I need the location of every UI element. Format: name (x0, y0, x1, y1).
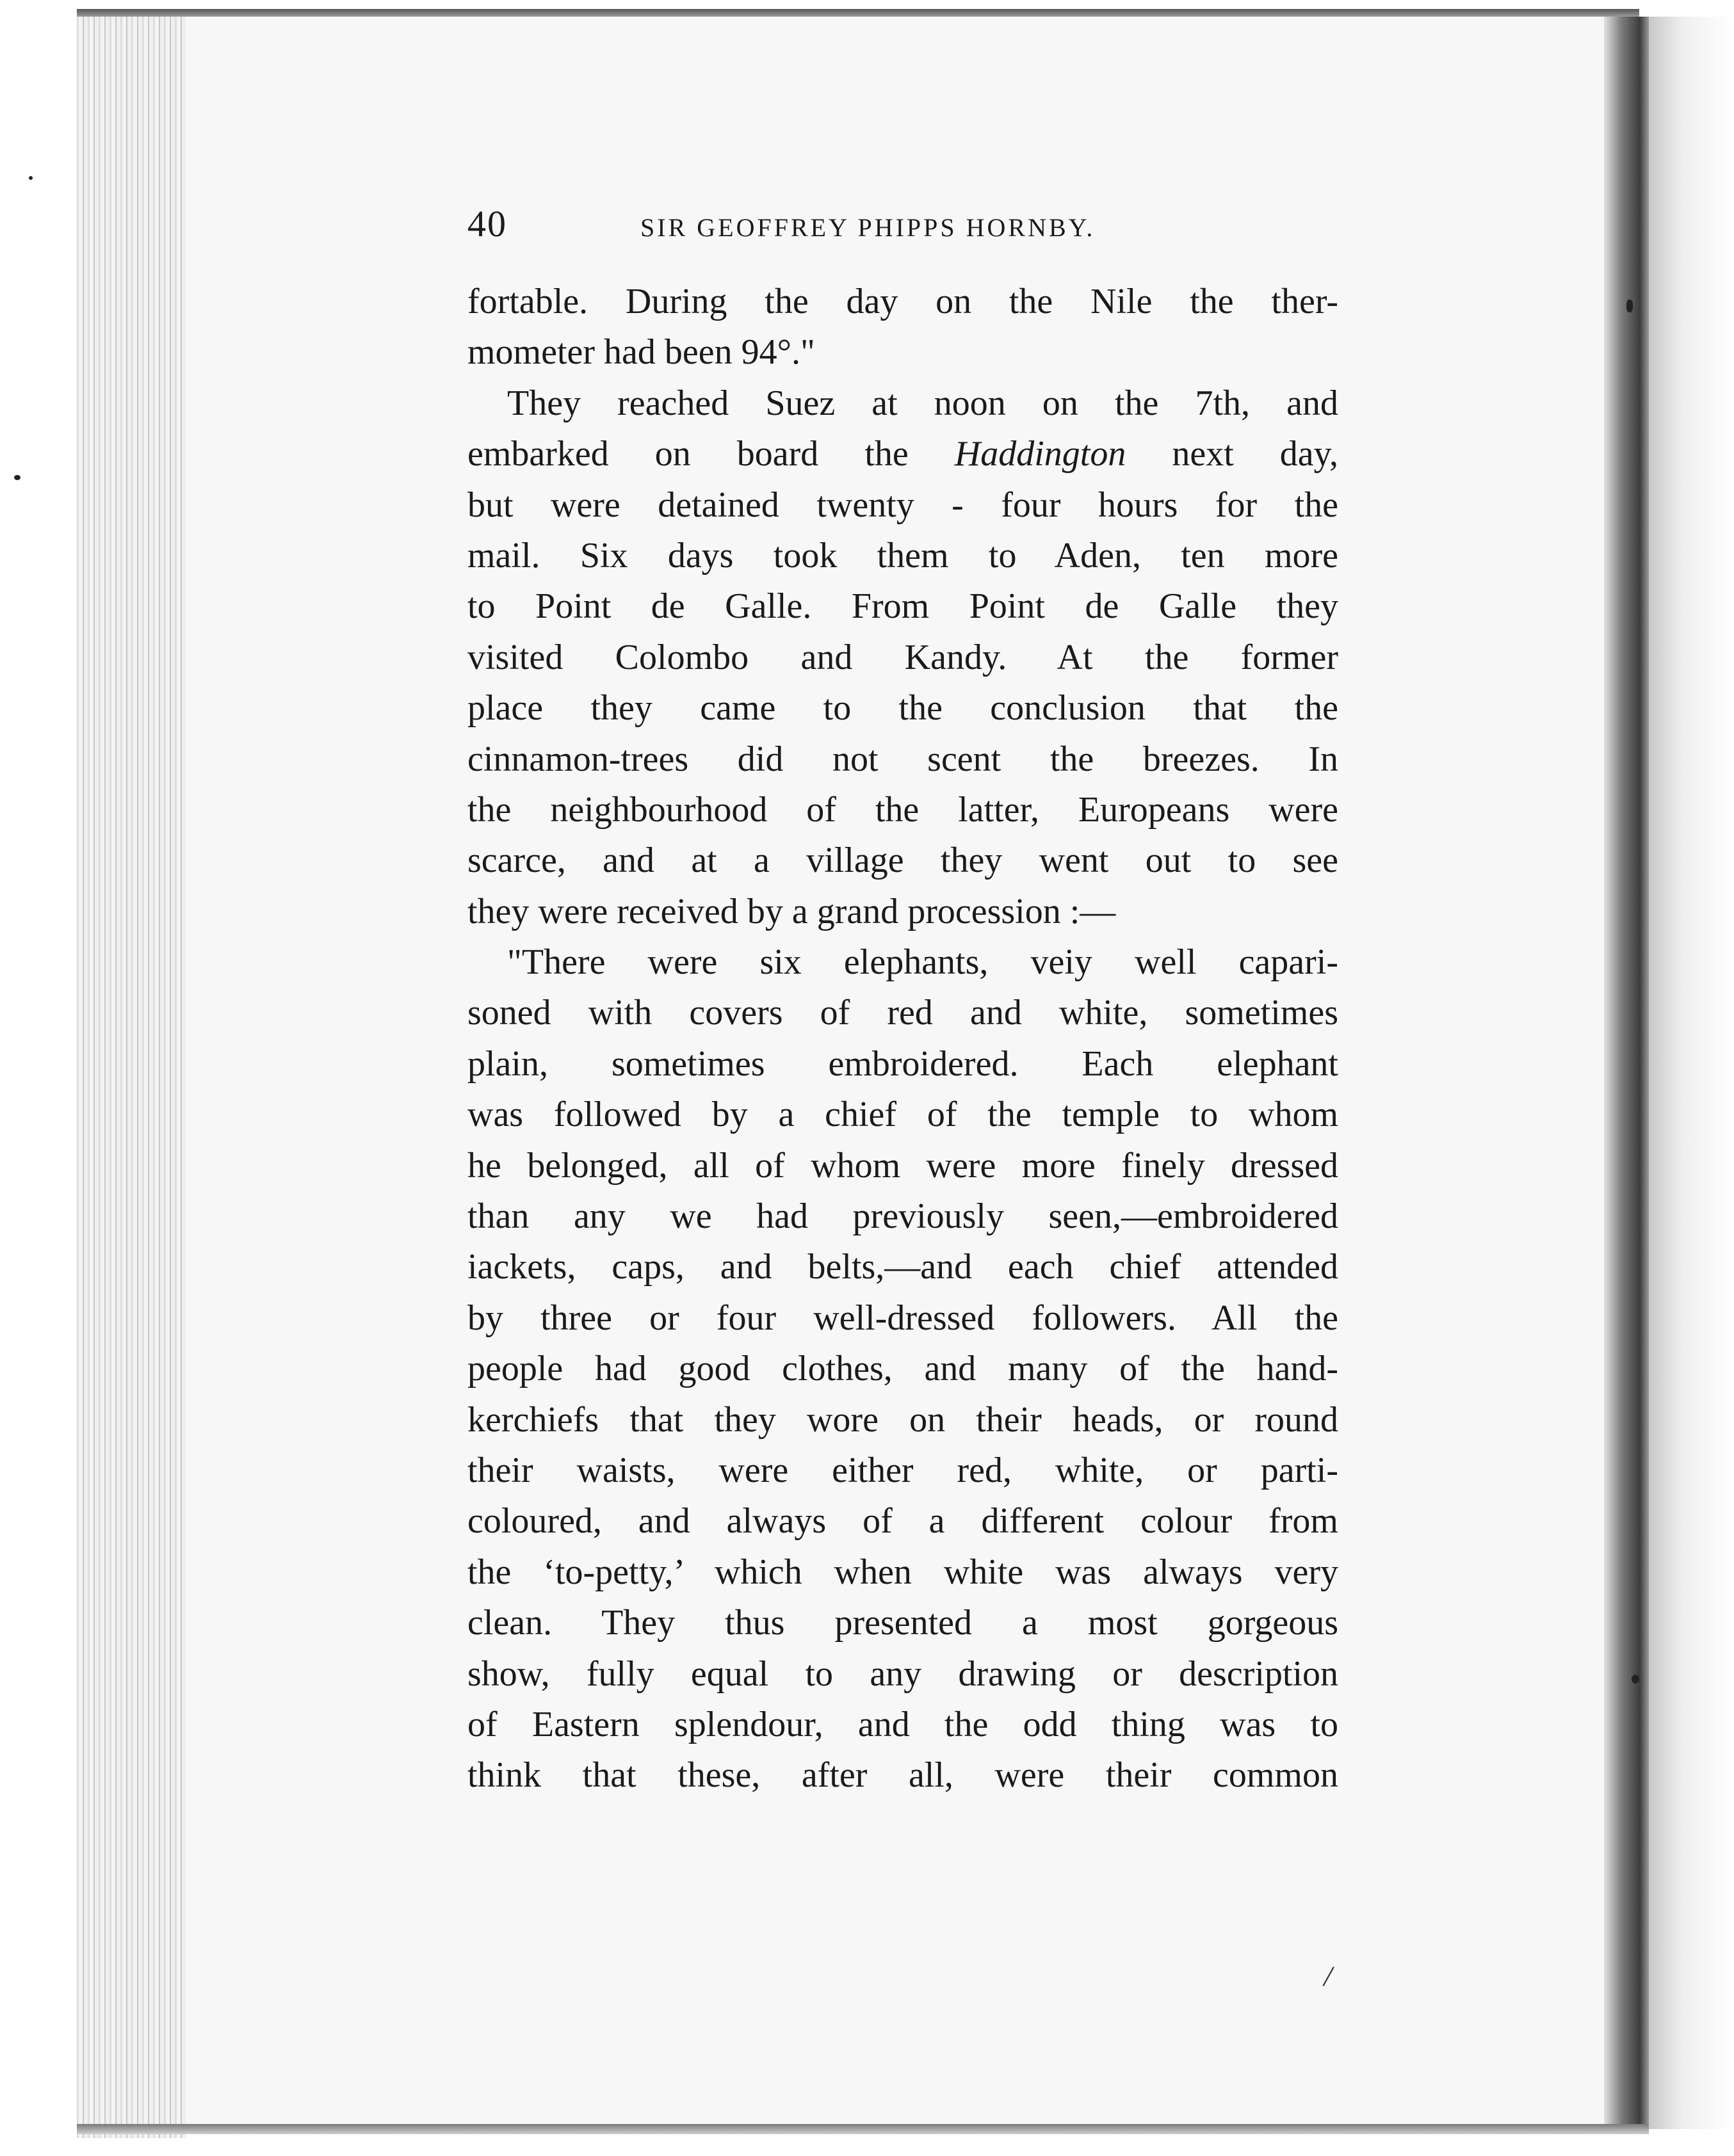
text-line: the neighbourhood of the latter, Europeans were (467, 789, 1338, 830)
page-number: 40 (467, 203, 507, 245)
scan-speck (1626, 300, 1633, 312)
text-fragment: embarked on board the (467, 434, 955, 474)
text-line: people had good clothes, and many of the hand- (467, 1349, 1338, 1389)
text-line: kerchiefs that they wore on their heads, or round (467, 1399, 1338, 1440)
scan-speck (29, 176, 33, 180)
bottom-page-edge (77, 2124, 1649, 2134)
running-head (467, 198, 1338, 250)
text-line: to Point de Galle. From Point de Galle they (467, 586, 1338, 627)
facing-page-edge (1649, 17, 1734, 2129)
scan-speck (1632, 1675, 1639, 1684)
margin-mark: / (1321, 1959, 1336, 1994)
scan-speck (14, 475, 20, 480)
ship-name: Haddington (954, 434, 1126, 474)
text-line: the ‘to-petty,’ which when white was always very (467, 1552, 1338, 1592)
text-line: soned with covers of red and white, sometimes (467, 993, 1338, 1033)
text-fragment: next day, (1126, 434, 1338, 474)
text-line: coloured, and always of a different colour from (467, 1501, 1338, 1541)
text-line: of Eastern splendour, and the odd thing was to (467, 1704, 1338, 1744)
text-line: place they came to the conclusion that the (467, 688, 1338, 728)
text-line: cinnamon-trees did not scent the breezes. In (467, 739, 1338, 779)
text-line: iackets, caps, and belts,—and each chief attended (467, 1247, 1338, 1287)
text-line: visited Colombo and Kandy. At the former (467, 637, 1338, 677)
text-line: They reached Suez at noon on the 7th, and (507, 383, 1338, 423)
text-line: their waists, were either red, white, or parti- (467, 1450, 1338, 1490)
text-line (467, 429, 1338, 479)
text-line: than any we had previously seen,—embroidered (467, 1196, 1338, 1237)
text-line: by three or four well-dressed followers. All the (467, 1298, 1338, 1338)
top-page-edge (77, 9, 1639, 17)
text-line: was followed by a chief of the temple to whom (467, 1095, 1338, 1135)
text-line: think that these, after all, were their common (467, 1755, 1338, 1796)
text-line: fortable. During the day on the Nile the ther- (467, 282, 1338, 321)
text-line: "There were six elephants, veiy well capari- (507, 942, 1338, 983)
book-gutter (1604, 17, 1649, 2129)
page-stack-edge (77, 13, 186, 2138)
body-text (467, 277, 1338, 1801)
text-line: plain, sometimes embroidered. Each elephant (467, 1043, 1338, 1084)
running-title: SIR GEOFFREY PHIPPS HORNBY. (640, 213, 1096, 242)
text-line: mail. Six days took them to Aden, ten more (467, 535, 1338, 575)
text-line: mometer had been 94°." (467, 332, 815, 373)
text-line: he belonged, all of whom were more finely dressed (467, 1145, 1338, 1186)
text-line: show, fully equal to any drawing or description (467, 1653, 1338, 1694)
text-line: clean. They thus presented a most gorgeous (467, 1603, 1338, 1643)
text-line: scarce, and at a village they went out to see (467, 841, 1338, 881)
text-line: they were received by a grand procession :— (467, 891, 1116, 931)
text-line: but were detained twenty - four hours for the (467, 485, 1338, 525)
